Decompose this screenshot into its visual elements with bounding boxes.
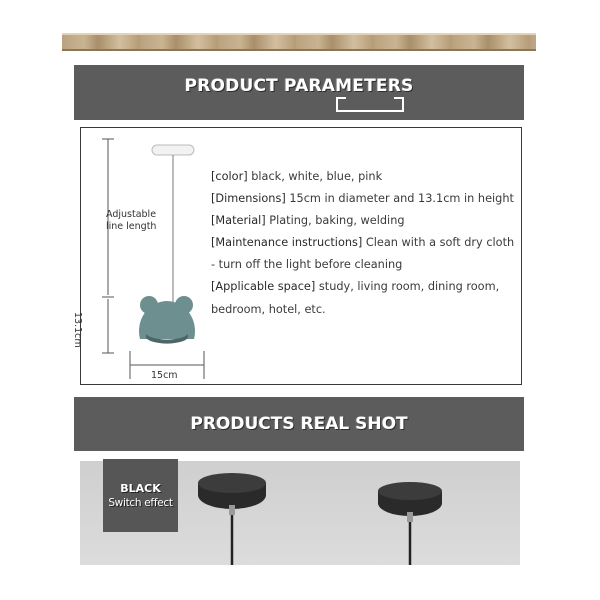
spec-dimensions: [Dimensions] 15cm in diameter and 13.1cm in height [211,192,514,206]
spec-list [211,166,516,321]
product-parameters-banner [74,65,524,120]
spec-maintenance: [Maintenance instructions] Clean with a soft dry cloth - turn off the light before cleaning [211,236,515,272]
width-label: 15cm [151,370,178,381]
ceiling-canopy [152,145,194,155]
lamp-dimension-diagram [80,127,220,383]
swatch-caption: Switch effect [108,497,173,509]
banner-title: PRODUCTS REAL SHOT [190,414,408,434]
spec-material: [Material] Plating, baking, welding [211,214,405,228]
products-real-shot-banner [74,397,524,451]
adjustable-length-label: Adjustable line length [106,209,157,232]
height-label: 13.1cm [72,312,83,348]
spec-applicable-space: [Applicable space] study, living room, dining room, bedroom, hotel, etc. [211,280,500,316]
spec-color: [color] black, white, blue, pink [211,170,383,183]
color-swatch-black [103,459,178,532]
swatch-color-label: BLACK [120,482,161,495]
banner-title: PRODUCT PARAMETERS [184,76,414,96]
bracket-ornament-icon [336,102,404,112]
wood-texture-strip [62,33,536,51]
